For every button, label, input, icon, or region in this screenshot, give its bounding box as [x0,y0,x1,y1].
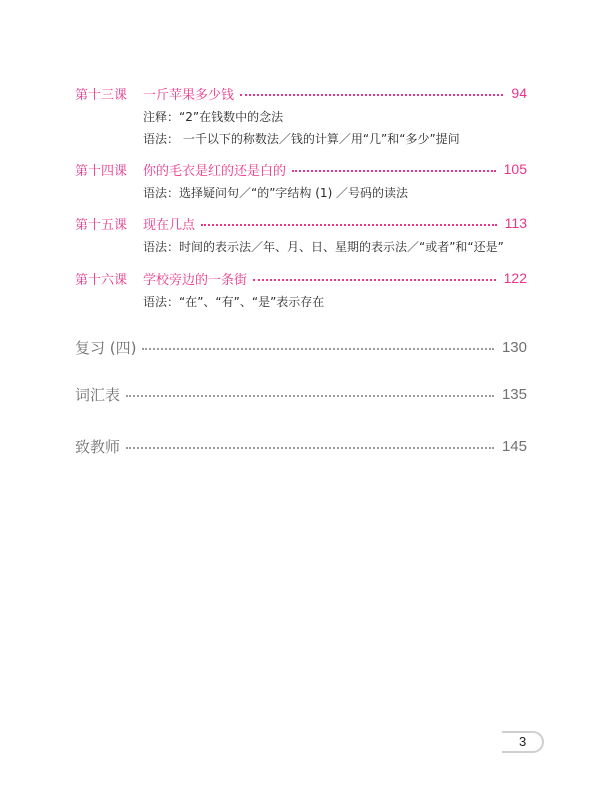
lesson-title[interactable]: 一斤苹果多少钱 [143,87,235,103]
lesson-page-number: 105 [503,161,527,177]
dot-leader [126,447,494,449]
lesson-heading[interactable] [75,159,527,179]
lesson-grammar-note: 语法：时间的表示法／年、月、日、星期的表示法／“或者”和“还是” [143,240,504,254]
section-page-number: 145 [501,437,527,455]
toc-entry-review-4[interactable] [75,336,527,358]
lesson-heading[interactable] [75,213,527,233]
toc-entry-lesson-15[interactable] [75,213,527,258]
section-title[interactable]: 复习 (四) [75,338,137,357]
dot-leader [126,395,494,397]
dot-leader [142,348,493,350]
lesson-heading[interactable] [75,268,527,288]
lesson-grammar-note: 语法：“在”、“有”、“是”表示存在 [143,295,325,309]
section-title[interactable]: 致教师 [75,437,121,456]
lesson-page-number: 122 [503,270,527,286]
dot-leader [292,170,496,172]
lesson-title[interactable]: 现在几点 [143,217,196,233]
dot-leader [240,94,503,96]
toc-entry-lesson-14[interactable] [75,159,527,204]
lesson-number: 第十四课 [75,163,128,179]
dot-leader [201,224,497,226]
lesson-title[interactable]: 你的毛衣是红的还是白的 [143,163,287,179]
lesson-note: 注释：“2”在钱数中的念法 [143,110,284,124]
toc-entry-lesson-16[interactable] [75,268,527,313]
page-number: 3 [519,734,527,749]
lesson-grammar-note: 语法：选择疑问句／“的”字结构 (1) ／号码的读法 [143,186,409,200]
lesson-title[interactable]: 学校旁边的一条街 [143,272,248,288]
section-page-number: 135 [501,385,527,403]
section-page-number: 130 [501,338,527,356]
lesson-number: 第十五课 [75,217,128,233]
toc-entry-to-teachers[interactable] [75,435,527,457]
lesson-grammar-note: 语法： 一千以下的称数法／钱的计算／用“几”和“多少”提问 [143,132,460,146]
lesson-number: 第十六课 [75,272,128,288]
dot-leader [253,279,496,281]
lesson-number: 第十三课 [75,87,128,103]
toc-entry-vocabulary[interactable] [75,383,527,405]
lesson-page-number: 94 [511,85,527,101]
lesson-page-number: 113 [504,215,527,231]
toc-entry-lesson-13[interactable] [75,83,527,150]
section-title[interactable]: 词汇表 [75,385,121,404]
lesson-heading[interactable] [75,83,527,103]
